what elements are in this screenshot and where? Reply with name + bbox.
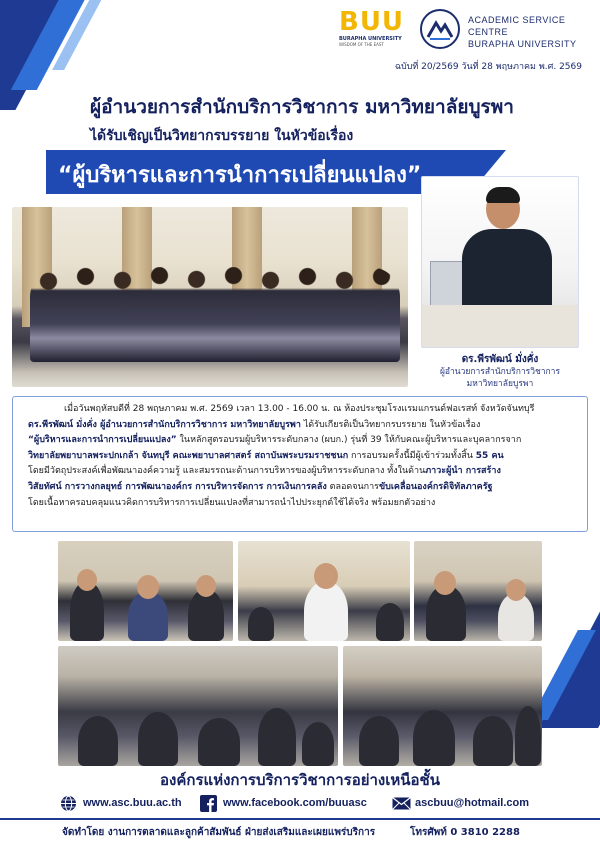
speaker-role-line1: ผู้อำนวยการสำนักบริการวิชาการ bbox=[439, 367, 561, 377]
group-photo bbox=[12, 207, 408, 387]
asc-logo-icon bbox=[420, 9, 460, 49]
email-text: ascbuu@hotmail.com bbox=[415, 797, 530, 809]
footer-tagline: องค์กรแห่งการบริการวิชาการอย่างเหนือชั้น bbox=[160, 771, 440, 789]
website-link[interactable] bbox=[60, 794, 182, 812]
footer-divider bbox=[0, 818, 600, 820]
issue-date: ฉบับที่ 20/2569 วันที่ 28 พฤษภาคม พ.ศ. 2569 bbox=[394, 62, 582, 72]
gallery-photo bbox=[414, 541, 542, 641]
article-line: โดยมีวัตถุประสงค์เพื่อพัฒนาองค์ความรู้ และสมรรถนะด้านการบริหารของผู้บริหารระดับกลาง ทั้งในด้านภาวะผู้นำ การสร้าง bbox=[28, 466, 501, 477]
buu-logo-motto: WISDOM OF THE EAST bbox=[339, 42, 384, 47]
article-line: ดร.พีรพัฒน์ มั่งคั่ง ผู้อำนวยการสำนักบริการวิชาการ มหาวิทยาลัยบูรพา ได้รับเกียรติเป็นวิทยากรบรรยาย ในหัวข้อเรื่อง bbox=[28, 419, 481, 430]
email-link[interactable] bbox=[392, 794, 529, 812]
article-line: วิทยาลัยพยาบาลพระปกเกล้า จันทบุรี คณะพยาบาลศาสตร์ สถาบันพระบรมราชชนก การอบรมครั้งนี้มีผู้เข้าร่วมทั้งสิ้น 55 คน bbox=[28, 450, 504, 461]
asc-name bbox=[468, 14, 598, 50]
article-line: เมื่อวันพฤหัสบดีที่ 28 พฤษภาคม พ.ศ. 2569 เวลา 13.00 - 16.00 น. ณ ห้องประชุมโรงแรมแกรนด์ฟอเรสท์ จังหวัดจันทบุรี bbox=[64, 404, 535, 414]
speaker-role-line2: มหาวิทยาลัยบูรพา bbox=[466, 379, 534, 389]
facebook-link[interactable] bbox=[200, 794, 367, 812]
speaker-name: ดร.พีรพัฒน์ มั่งคั่ง bbox=[461, 354, 539, 365]
article-line: “ผู้บริหารและการนำการเปลี่ยนแปลง” ในหลักสูตรอบรมผู้บริหารระดับกลาง (ผบก.) รุ่นที่ 39 ให้กับคณะผู้บริหารและบุคลากรจาก bbox=[28, 435, 522, 446]
article-line: โดยเนื้อหาครอบคลุมแนวคิดการบริหารการเปลี่ยนแปลงที่สามารถนำไปประยุกต์ใช้ได้จริง พร้อมยกตัวอย่าง bbox=[28, 497, 436, 508]
buu-logo-wordmark: BUU bbox=[339, 7, 405, 37]
buu-logo bbox=[339, 8, 411, 48]
gallery-photo bbox=[58, 541, 233, 641]
publisher: จัดทำโดย งานการตลาดและลูกค้าสัมพันธ์ ฝ่ายส่งเสริมและเผยแพร่บริการ bbox=[62, 827, 376, 838]
facebook-icon bbox=[200, 795, 217, 812]
gallery-photo bbox=[238, 541, 410, 641]
buu-logo-subtitle: BURAPHA UNIVERSITY bbox=[339, 36, 402, 42]
topic-title: “ผู้บริหารและการนำการเปลี่ยนแปลง” bbox=[58, 163, 422, 188]
gallery-photo bbox=[343, 646, 542, 766]
gallery-photo bbox=[58, 646, 338, 766]
facebook-text: www.facebook.com/buuasc bbox=[223, 797, 367, 809]
headline-subtitle: ได้รับเชิญเป็นวิทยากรบรรยาย ในหัวข้อเรื่อง bbox=[90, 128, 354, 144]
speaker-photo bbox=[421, 176, 579, 348]
globe-icon bbox=[60, 795, 77, 812]
article-body bbox=[28, 402, 576, 511]
phone: โทรศัพท์ 0 3810 2288 bbox=[410, 827, 520, 838]
email-icon bbox=[392, 795, 409, 812]
asc-name-line1: ACADEMIC SERVICE CENTRE bbox=[468, 15, 566, 37]
headline-title: ผู้อำนวยการสำนักบริการวิชาการ มหาวิทยาลัยบูรพา bbox=[90, 96, 514, 118]
website-text: www.asc.buu.ac.th bbox=[83, 797, 182, 809]
asc-name-line2: BURAPHA UNIVERSITY bbox=[468, 39, 577, 49]
speaker-role bbox=[421, 366, 579, 390]
article-line: วิสัยทัศน์ การวางกลยุทธ์ การพัฒนาองค์กร การบริหารจัดการ การเงินการคลัง ตลอดจนการขับเคลื่อนองค์กรดิจิทัลภาครัฐ bbox=[28, 481, 493, 492]
